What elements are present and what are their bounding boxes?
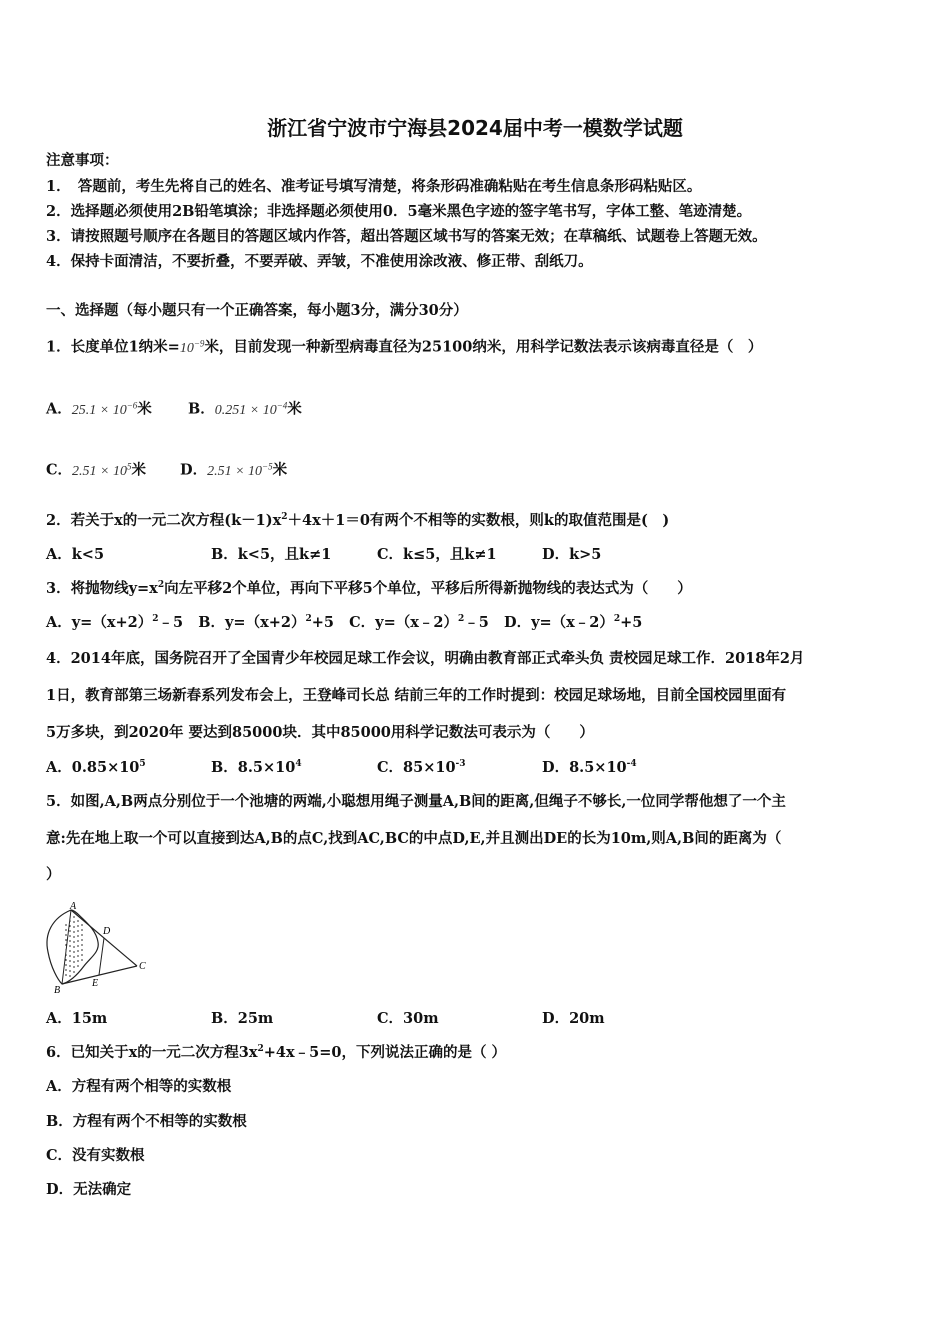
question-5-line-3: ）	[46, 866, 61, 883]
q2-option-a: A．k<5	[46, 546, 105, 563]
q6-option-d: D．无法确定	[46, 1181, 132, 1198]
question-5-line-2: 意:先在地上取一个可以直接到达A,B的点C,找到AC,BC的中点D,E,并且测出DE的长为10m,则A,B间的距离为（	[46, 830, 782, 847]
question-4-line-1: 4．2014年底，国务院召开了全国青少年校园足球工作会议，明确由教育部正式牵头负 责校园足球工作．2018年2月	[46, 650, 805, 667]
q1-unit-math: $10^{-9}$	[179, 338, 205, 356]
page-title: 浙江省宁波市宁海县2024届中考一模数学试题	[267, 116, 683, 140]
q6-option-b: B．方程有两个不相等的实数根	[46, 1113, 247, 1130]
q3-option-a: A．$y=(x+2)^2﹣5$	[46, 614, 184, 631]
q4-option-c: C．$85\times 10^{-3}$	[377, 759, 466, 776]
question-4-line-2: 1日，教育部第三场新春系列发布会上，王登峰司长总 结前三年的工作时提到：校园足球场地，目前全国校园里面有	[46, 687, 787, 704]
q1-option-a: A．$25.1 \times 10^{-6}$米	[46, 400, 152, 418]
question-6: 6．已知关于x的一元二次方程$3x^2+4x﹣5=0$，下列说法正确的是（ ）	[46, 1044, 506, 1061]
q1-text-post: 米，目前发现一种新型病毒直径为25100纳米，用科学记数法表示该病毒直径是（ ）	[204, 338, 763, 356]
fig-label-d: D	[103, 926, 111, 937]
q3-option-c: C．y=（x﹣2）$^2$﹣5	[349, 614, 489, 631]
fig-label-c: C	[139, 961, 146, 972]
q5-option-d: D．20m	[542, 1010, 605, 1027]
note-item-1: 1． 答题前，考生先将自己的姓名、准考证号填写清楚，将条形码准确粘贴在考生信息条形码粘贴区。	[46, 178, 702, 195]
q3-option-b: B．$y=(x+2)^2+5$	[198, 614, 334, 631]
q5-option-a: A．15m	[46, 1010, 108, 1027]
q4-option-a: A．$0.85\times 10^5$	[46, 759, 146, 776]
fig-label-a: A	[70, 901, 77, 912]
note-item-2: 2．选择题必须使用2B铅笔填涂；非选择题必须使用0．5毫米黑色字迹的签字笔书写，字体工整、笔迹清楚。	[46, 203, 752, 220]
notes-heading: 注意事项：	[46, 152, 119, 169]
q2-option-d: D．k>5	[542, 546, 602, 563]
section-heading: 一、选择题（每小题只有一个正确答案，每小题3分，满分30分）	[46, 302, 468, 319]
question-4-line-3: 5万多块，到2020年 要达到85000块．其中85000用科学记数法可表示为（ ）	[46, 724, 594, 741]
note-item-3: 3．请按照题号顺序在各题目的答题区域内作答，超出答题区域书写的答案无效；在草稿纸、试题卷上答题无效。	[46, 228, 767, 245]
note-item-4: 4．保持卡面清洁，不要折叠，不要弄破、弄皱，不准使用涂改液、修正带、刮纸刀。	[46, 253, 593, 270]
question-3: 3．将抛物线$y=x^2$向左平移2个单位，再向下平移5个单位，平移后所得新抛物线的表达式为（ ）	[46, 580, 692, 597]
q2-option-b: B．k<5，且k≠1	[211, 546, 332, 563]
fig-label-e: E	[92, 978, 99, 989]
q1-option-c: C．$2.51 \times 10^5$米	[46, 461, 146, 479]
q1-option-b: B．$0.251 \times 10^{-4}$米	[188, 400, 302, 418]
q6-option-c: C．没有实数根	[46, 1147, 145, 1164]
question-1	[46, 334, 762, 358]
q5-option-b: B．25m	[211, 1010, 274, 1027]
q3-option-d: D．y=（x﹣2）$^2$+5	[504, 614, 643, 631]
q4-option-d: D．$8.5\times 10^{-4}$	[542, 759, 637, 776]
q4-option-b: B．$8.5\times 10^4$	[211, 759, 302, 776]
pond-triangle-figure	[40, 900, 155, 995]
question-5-line-1: 5．如图,A,B两点分别位于一个池塘的两端,小聪想用绳子测量A,B间的距离,但绳子不够长,一位同学帮他想了一个主	[46, 793, 786, 810]
q1-text-pre: 1．长度单位1纳米=	[46, 338, 180, 356]
q1-option-d: D．$2.51 \times 10^{-5}$米	[180, 461, 288, 479]
question-2: 2．若关于x的一元二次方程$(k-1)x^2+4x+1=0$有两个不相等的实数根，则k的取值范围是( )	[46, 512, 670, 529]
q3-options	[46, 614, 642, 632]
q2-option-c: C．k≤5，且k≠1	[377, 546, 497, 563]
q5-option-c: C．30m	[377, 1010, 439, 1027]
fig-label-b: B	[54, 985, 61, 995]
q6-option-a: A．方程有两个相等的实数根	[46, 1078, 232, 1095]
